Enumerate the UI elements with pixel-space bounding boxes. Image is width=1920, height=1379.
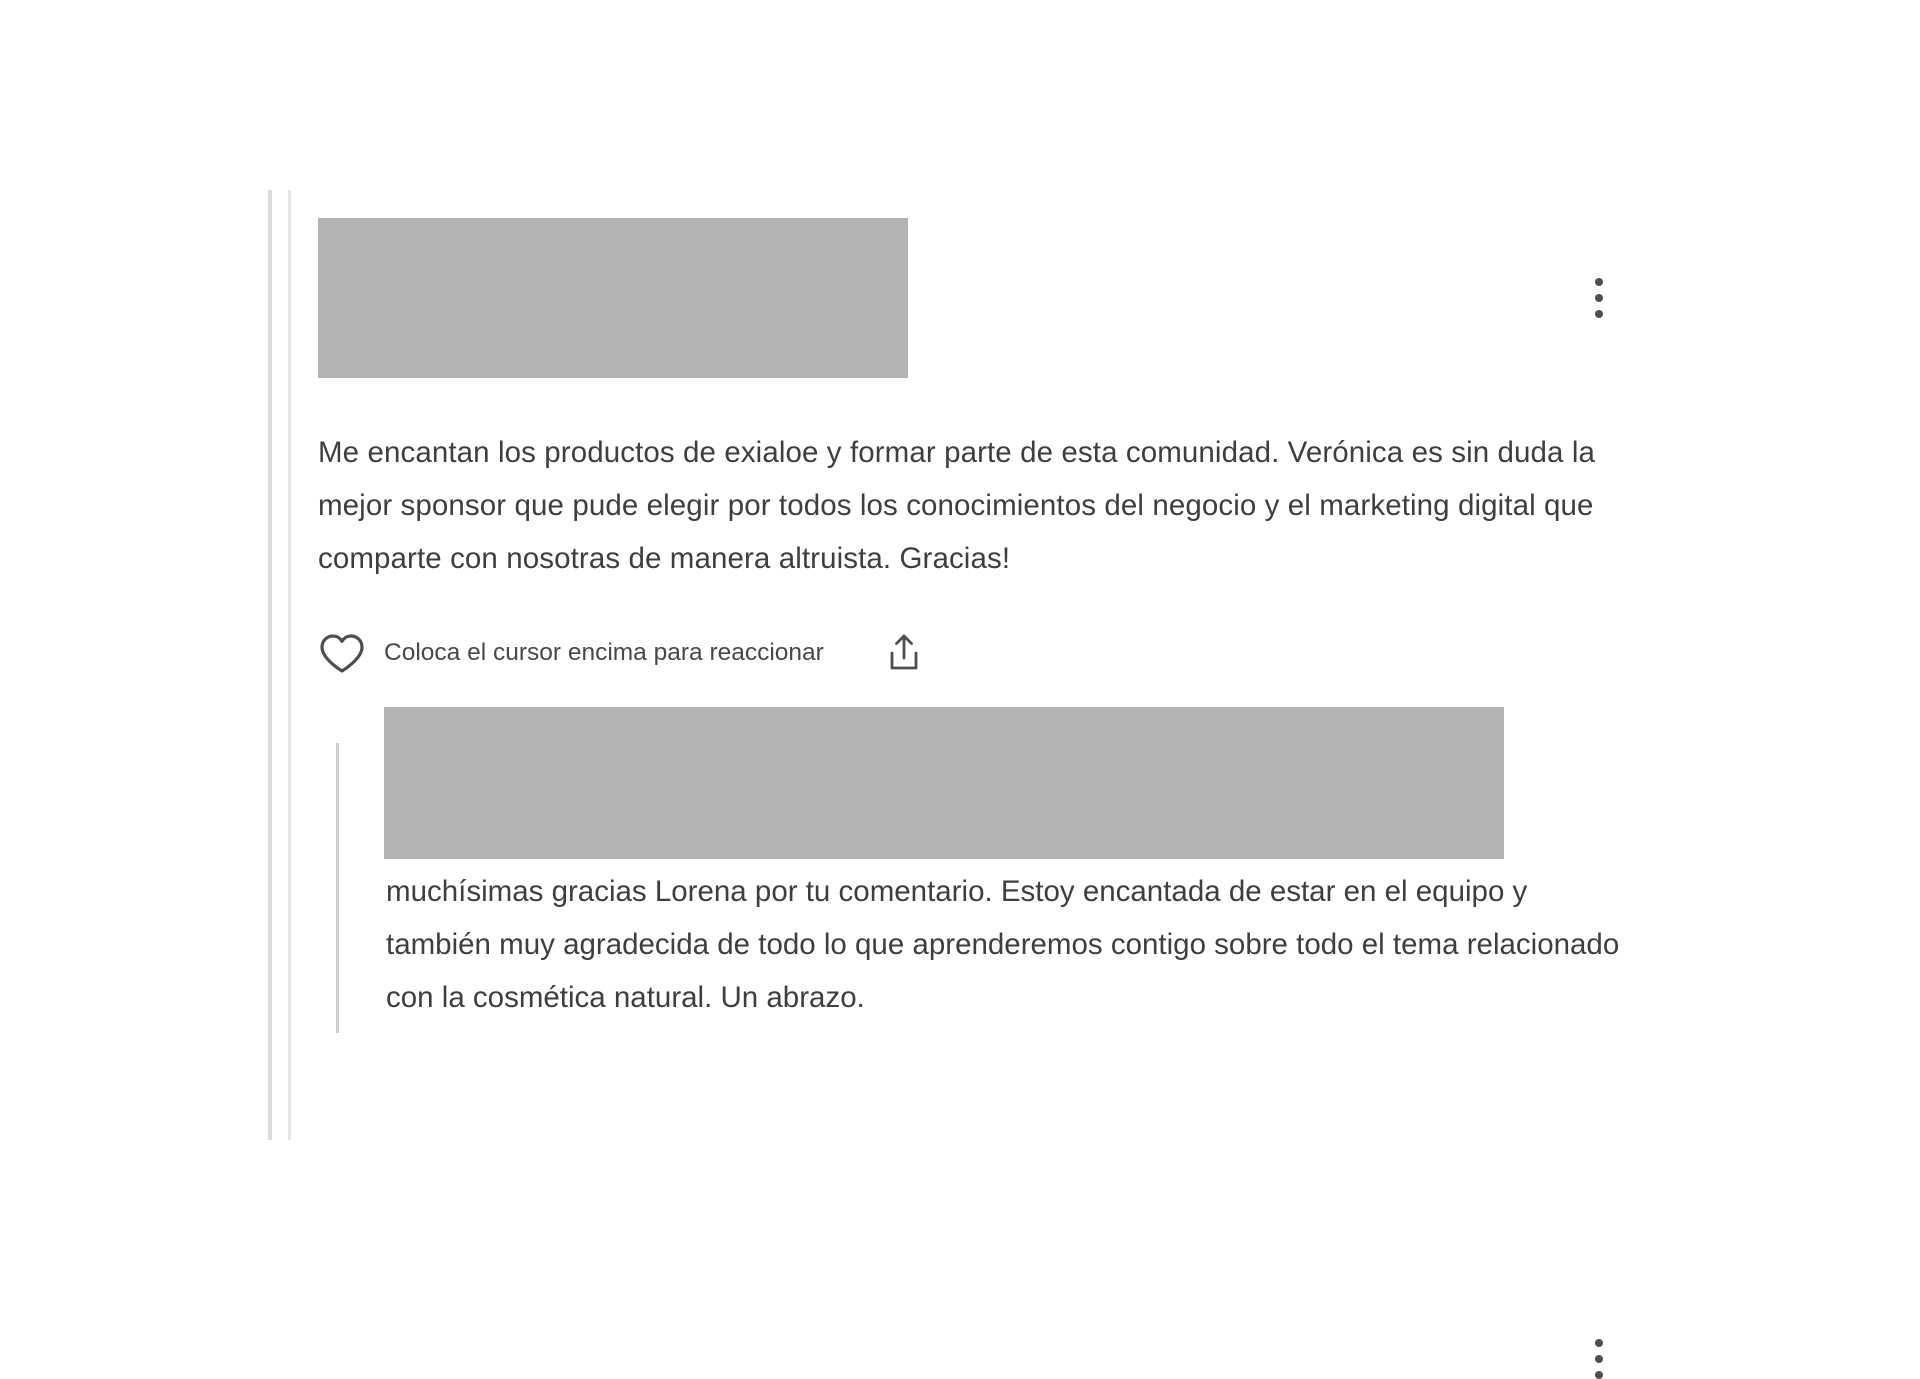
reply-more-options-button[interactable] xyxy=(1594,1339,1604,1379)
reaction-row xyxy=(318,629,1628,677)
kebab-dot-icon xyxy=(1595,310,1603,318)
kebab-dot-icon xyxy=(1595,1339,1603,1347)
comment-reply xyxy=(336,707,1628,1024)
heart-icon[interactable] xyxy=(318,629,370,677)
kebab-dot-icon xyxy=(1595,1371,1603,1379)
kebab-dot-icon xyxy=(1595,1355,1603,1363)
redacted-reply-author-block xyxy=(384,707,1504,859)
reply-body-text: muchísimas gracias Lorena por tu comentario. Estoy encantada de estar en el equipo y también muy agradecida de todo lo que aprenderemos contigo sobre todo el tema relacionado con la cosmética natural. Un abrazo. xyxy=(386,875,1620,1014)
thread-rail-inner xyxy=(288,190,291,1140)
comment-thread xyxy=(268,190,1628,1024)
share-icon[interactable] xyxy=(884,631,924,675)
comment-more-options-button[interactable] xyxy=(1594,278,1604,318)
reaction-prompt-label: Coloca el cursor encima para reaccionar xyxy=(384,639,824,666)
redacted-author-block xyxy=(318,218,908,378)
thread-rail-outer xyxy=(268,190,272,1140)
kebab-dot-icon xyxy=(1595,278,1603,286)
kebab-dot-icon xyxy=(1595,294,1603,302)
comment-post xyxy=(318,218,1628,1024)
reply-rail xyxy=(336,743,339,1033)
comment-body-text: Me encantan los productos de exialoe y formar parte de esta comunidad. Verónica es sin duda la mejor sponsor que pude elegir por todos los conocimientos del negocio y el marketing digital que comparte con nosotras de manera altruista. Gracias! xyxy=(318,436,1596,575)
